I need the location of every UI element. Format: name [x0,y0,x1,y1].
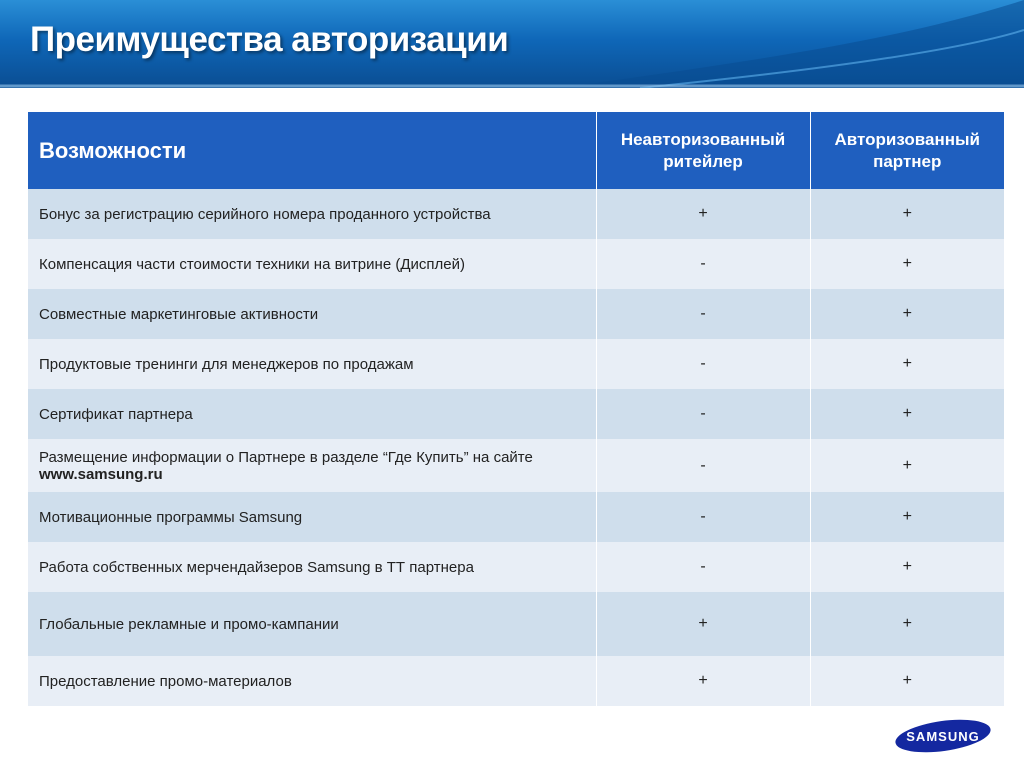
authorized-mark: + [810,492,1004,542]
column-header-unauthorized [596,112,810,189]
unauthorized-mark: + [596,592,810,656]
table-row [28,542,1004,592]
unauthorized-mark: - [596,542,810,592]
unauthorized-mark: - [596,389,810,439]
unauthorized-mark: - [596,439,810,492]
feature-cell [28,439,596,492]
unauthorized-mark: + [596,189,810,239]
table-header-row [28,112,1004,189]
website-link-text: www.samsung.ru [39,465,163,483]
feature-cell: Продуктовые тренинги для менеджеров по продажам [28,339,596,389]
authorized-mark: + [810,389,1004,439]
authorized-mark: + [810,339,1004,389]
table-row [28,189,1004,239]
header-band [0,0,1024,88]
column-header-authorized-line2: партнер [873,151,942,171]
feature-cell: Компенсация части стоимости техники на витрине (Дисплей) [28,239,596,289]
samsung-logo-text: SAMSUNG [906,728,980,744]
table-row [28,339,1004,389]
feature-cell: Мотивационные программы Samsung [28,492,596,542]
table-row [28,389,1004,439]
column-header-unauthorized-line2: ритейлер [663,151,743,171]
authorized-mark: + [810,542,1004,592]
table-row [28,239,1004,289]
table-row [28,439,1004,492]
feature-cell: Совместные маркетинговые активности [28,289,596,339]
table-row [28,592,1004,656]
page-title: Преимущества авторизации [30,20,509,59]
authorized-mark: + [810,592,1004,656]
feature-cell: Предоставление промо-материалов [28,656,596,706]
column-header-authorized [810,112,1004,189]
feature-cell: Бонус за регистрацию серийного номера проданного устройства [28,189,596,239]
column-header-authorized-line1: Авторизованный [834,129,980,149]
unauthorized-mark: - [596,339,810,389]
unauthorized-mark: - [596,239,810,289]
comparison-table [28,112,1004,706]
samsung-logo [894,718,992,754]
table-row [28,289,1004,339]
authorized-mark: + [810,656,1004,706]
authorized-mark: + [810,239,1004,289]
feature-cell: Сертификат партнера [28,389,596,439]
feature-cell: Работа собственных мерчендайзеров Samsung в ТТ партнера [28,542,596,592]
unauthorized-mark: - [596,289,810,339]
table-row [28,656,1004,706]
authorized-mark: + [810,439,1004,492]
feature-text: Размещение информации о Партнере в разделе “Где Купить” на сайте [39,448,533,466]
authorized-mark: + [810,189,1004,239]
feature-cell: Глобальные рекламные и промо-кампании [28,592,596,656]
unauthorized-mark: - [596,492,810,542]
column-header-unauthorized-line1: Неавторизованный [620,129,786,149]
table-row [28,492,1004,542]
unauthorized-mark: + [596,656,810,706]
comparison-table-container [28,112,1004,706]
column-header-features: Возможности [28,112,596,189]
authorized-mark: + [810,289,1004,339]
